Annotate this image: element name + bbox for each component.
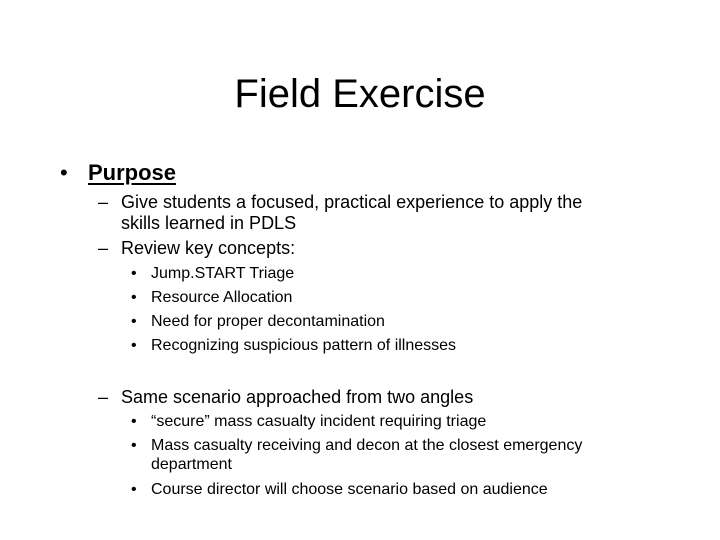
list-item-text: Same scenario approached from two angles <box>121 387 474 407</box>
scenario-item: department <box>151 456 232 473</box>
scenario-item: “secure” mass casualty incident requiring triage <box>151 413 487 430</box>
concept-item: Recognizing suspicious pattern of illnesses <box>151 337 457 354</box>
list-item-text: skills learned in PDLS <box>121 213 297 233</box>
bullet-marker: • <box>131 313 137 330</box>
dash-marker: – <box>98 238 109 258</box>
scenario-item: Mass casualty receiving and decon at the closest emergency <box>151 437 583 454</box>
concept-item: Need for proper decontamination <box>151 313 385 330</box>
bullet-marker: • <box>131 481 137 498</box>
dash-marker: – <box>98 192 109 212</box>
bullet-marker: • <box>131 337 137 354</box>
bullet-marker: • <box>131 413 137 430</box>
list-item-text: Review key concepts: <box>121 238 296 258</box>
bullet-marker: • <box>60 160 68 185</box>
section-heading-purpose: Purpose <box>88 160 177 185</box>
bullet-marker: • <box>131 289 137 306</box>
bullet-marker: • <box>131 265 137 282</box>
slide-title: Field Exercise <box>234 72 486 116</box>
dash-marker: – <box>98 387 109 407</box>
scenario-item: Course director will choose scenario based on audience <box>151 481 548 498</box>
list-item-text: Give students a focused, practical experience to apply the <box>121 192 583 212</box>
concept-item: Jump.START Triage <box>151 265 295 282</box>
concept-item: Resource Allocation <box>151 289 293 306</box>
bullet-marker: • <box>131 437 137 454</box>
